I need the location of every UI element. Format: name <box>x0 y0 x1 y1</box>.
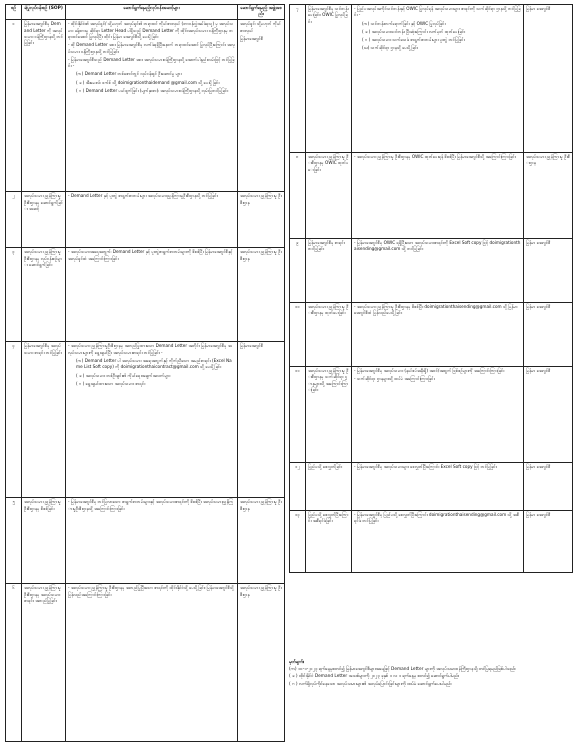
row-number: ၁၃ <box>290 511 306 573</box>
action-item: - အလုပ်သမား ညွှန်ကြားမှုဦးစီးဌာနမှ အတည်ပြုထားသော Demand Letter အတိုင်း မြန်မာအေဂျင်စီမှ အလုပ်သမားများကို ရွေးချယ်ပြီး အလုပ်သမားစာရင်း တင်ပြခြင်း - <box>68 343 232 355</box>
notes-label: မှတ်ချက်။ <box>289 660 305 665</box>
table-row <box>290 153 573 239</box>
row-number: ၅ <box>6 498 22 584</box>
table-row <box>6 584 285 742</box>
responsible-item: အလုပ်သမား ညွှန်ကြားမှု ဦးစီးဌာန <box>240 585 282 597</box>
right-column <box>289 4 572 573</box>
table-row <box>290 463 573 511</box>
note-item: ( ဂ ) လက်ရှိလုပ်ကိုင်နေသော အလုပ်သမားများ၏ အလုပ်ပြောင်းခြင်းများကို ထပ်မံ ဆောင်ရွက်ပေးပါမည်။ <box>289 681 452 687</box>
row-sop: အလုပ်သမား ညွှန်ကြားမှု ဦးစီးဌာနမှ OWIC ထုတ်ပေးခြင်း <box>306 153 352 239</box>
row-responsible <box>238 192 285 248</box>
table-row <box>6 498 285 584</box>
row-actions <box>352 153 524 239</box>
row-number: ၄ <box>6 342 22 498</box>
header-sop: ခံပြုလုပ်ငန်းစဉ် (SOP) <box>22 5 66 20</box>
row-sop: ပြည်ပသို့ စေလွှတ်ခြင်း <box>306 463 352 511</box>
row-actions <box>352 239 524 303</box>
row-sop: အလုပ်သမား ညွှန်ကြားမှု ဦးစီးဌာနမှ ထုတ်ပေးခြင်း <box>306 303 352 367</box>
action-item: - ထို Demand Letter အား မြန်မာအေဂျင်စီမှ လက်ခံရရှိပြီးနောက် တရားဝင်အောင် ပြုလုပ်ပြီးကြောင်း အလုပ်သမား ဝန်ကြီးဌာနသို့ တင်ပြခြင်း <box>68 42 235 54</box>
row-actions <box>66 192 238 248</box>
row-sop: အလုပ်သမား ညွှန်ကြားမှု ဦးစီးဌာနမှ စိစစ်ခြင်း <box>22 498 66 584</box>
row-number: ၁ <box>6 20 22 192</box>
row-responsible <box>524 463 573 511</box>
sop-table-right <box>289 4 573 573</box>
action-item: - အလုပ်သမားအရေအတွက်၊ Demand Letter နှင့် ပူးတွဲစာရွက်စာတမ်းများကို စိစစ်ပြီး မြန်မာအေဂျင်စီနှင့် အလုပ်ရှင်ထံ အကြောင်းကြားခြင်း <box>68 249 233 261</box>
note-item: ( ခ ) ထိုင်းနိုင်ငံ Demand Letter အသစ်များကို ၂၀၂၃ ခုနှစ် ၁ လ ၁ ရက်နေ့မှ စတင်၍ ဆောင်ရွက်ပါမည်။ <box>289 674 460 680</box>
action-item: ( ခ ) အလုပ်သမား တစ်ဦးချင်း၏ ကိုယ်ရေးအချက်အလက်များ <box>76 372 171 378</box>
row-responsible <box>524 303 573 367</box>
action-item: - ထိုင်းနိုင်ငံ၏ အလုပ်ရှင်/ သို့မဟုတ် အလုပ်ရှင်၏ တရားဝင် ကိုယ်စားလှယ် (တာဝန်လွှဲအပ်ခံရသူ) မှ အလုပ်သမား ခန့်ထားမှု ဆိုင်ရာ Letter Head ပါရှိသည့် Demand Letter ကို ထိုင်းအလုပ်သမား ဝန်ကြီးဌာနမှ တရားဝင်အောင် ပြုလုပ်ပြီး ထိုင်း မြန်မာ အေဂျင်စီသို့ ပေးပို့ခြင်း <box>68 21 234 39</box>
responsible-item: အလုပ်ရှင်၊ သို့မဟုတ် ကိုယ်စားလှယ် <box>240 21 281 33</box>
action-item: - အလုပ်သမား ညွှန်ကြားမှု ဦးစီးဌာနမှ စိစစ်ပြီး doimigrationthaisending@gmail.com သို့ မြန်မာအေဂျင်စီထံ ပြန်လည်ပေးပို့ခြင်း <box>354 304 518 316</box>
row-responsible <box>524 239 573 303</box>
row-number: ၂ <box>6 192 22 248</box>
note-item: (က) ၁၀-၁-၂၀၂၃ ရက်နေ့မှစတင်၍ မြန်မာအေဂျင်စီများအနေဖြင့် Demand Letter များကို အလုပ်သမားဝန်ကြီးဌာနသို့ တင်ပြရမည်ဖြစ်ပါသည်။ <box>289 666 516 672</box>
table-row <box>290 239 573 303</box>
table-row <box>290 367 573 463</box>
row-number: ၁၀ <box>290 303 306 367</box>
row-sop: မြန်မာအေဂျင်စီမှ စာရင်း တင်ပြခြင်း <box>306 239 352 303</box>
table-row <box>6 248 285 342</box>
action-item: - မြန်မာအေဂျင်စီမှ အလုပ်သမားများ စေလွှတ်ပြီးကြောင်း Excel Soft copy ဖြင့် တင်ပြခြင်း <box>354 464 497 469</box>
action-item: ( ဂ ) အလုပ်သမား သက်သေခံ စာရွက်စာတမ်းများ ပူးတွဲ တင်ပြခြင်း <box>362 37 465 43</box>
action-item: (ဃ) သက်ဆိုင်ရာ ဌာနသို့ ပေးပို့ခြင်း <box>362 45 418 51</box>
table-row <box>6 192 285 248</box>
row-responsible <box>238 498 285 584</box>
row-responsible <box>524 511 573 573</box>
row-sop: မြန်မာအေဂျင်စီမှ သင်တန်းပေးခြင်း၊ OWIC ပြုလုပ်ခြင်း <box>306 5 352 153</box>
responsible-item: မြန်မာအေဂျင်စီ <box>240 343 264 349</box>
row-number: ၆ <box>6 584 22 742</box>
responsible-item: မြန်မာ အေဂျင်စီ <box>526 304 551 309</box>
notes-section <box>289 660 572 689</box>
header-action: ဆောင်ရွက်ရမည့်လုပ်ငန်းအဆင့်များ <box>66 5 238 20</box>
responsible-item: မြန်မာ အေဂျင်စီ <box>526 512 551 517</box>
row-sop: ပြည်ပသို့ စေလွှတ်ပြီးကြောင်း အစီရင်ခံခြင်း <box>306 511 352 573</box>
table-row <box>6 342 285 498</box>
notes-list <box>289 667 572 689</box>
row-responsible <box>238 584 285 742</box>
action-item: - မြန်မာအေဂျင်စီမှ တင်ပြလာသော စာရွက်စာတမ်းများနှင့် အလုပ်သမားစာရင်းကို စိစစ်ပြီး အလုပ်သမားညွှန်ကြားမှုဦးစီးဌာနသို့ အကြောင်းကြားခြင်း <box>68 499 234 511</box>
responsible-item: မြန်မာ အေဂျင်စီ <box>526 368 551 373</box>
row-responsible <box>524 5 573 153</box>
action-item: - မြန်မာအေဂျင်စီမှ OWIC ရရှိပြီးသော အလုပ်သမားစာရင်းကို Excel Soft copy ဖြင့် doimigrationthaisending@gmail.com သို့ တင်ပြခြင်း <box>354 240 521 252</box>
responsible-item: မြန်မာအေဂျင်စီ <box>240 36 264 41</box>
responsible-item: အလုပ်သမား ညွှန်ကြားမှု ဦးစီးဌာန <box>240 249 282 261</box>
row-actions <box>66 584 238 742</box>
row-sop: မြန်မာအေဂျင်စီမှ Demand Letter ကို အလုပ်သမား ဝန်ကြီးဌာနသို့ တင်ပြခြင်း <box>22 20 66 192</box>
row-actions <box>66 342 238 498</box>
row-sop: အလုပ်သမား ညွှန်ကြားမှု ဦးစီးဌာနမှ အလုပ်သမား စာရင်း အတည်ပြုခြင်း <box>22 584 66 742</box>
responsible-item: မြန်မာ အေဂျင်စီ <box>526 240 551 245</box>
table-row <box>6 20 285 192</box>
action-item: - မြန်မာအေဂျင်စီသည် Demand Letter အား အလုပ်သမားဝန်ကြီးဌာနသို့ အောက်ပါနည်းလမ်းဖြင့် တင်ပြခြင်း - <box>68 56 235 69</box>
action-item: ( ခ ) အလုပ်သမားသင်တန်း ပြီးဆုံးကြောင်း လက်မှတ် ထုတ်ပေးခြင်း <box>362 28 465 34</box>
responsible-item: မြန်မာ အေဂျင်စီ <box>526 464 551 469</box>
action-item: - အလုပ်သမား ညွှန်ကြားမှု ဦးစီးဌာနမှ အတည်ပြုပြီးသော စာရင်းကို ထိုင်းနိုင်ငံသို့ ပေးပို့ခြင်း၊ မြန်မာအေဂျင်စီသို့ ပြန်လည်အကြောင်းကြားခြင်း <box>68 585 234 597</box>
row-actions <box>66 498 238 584</box>
responsible-item: အလုပ်သမား ညွှန်ကြားမှု ဦးစီးဌာန <box>240 499 282 511</box>
row-sop: မြန်မာအေဂျင်စီမှ အလုပ်သမား စာရင်း တင်ပြခြင်း <box>22 342 66 498</box>
header-no: စဉ် <box>6 5 22 20</box>
row-responsible <box>524 367 573 463</box>
row-actions <box>66 20 238 192</box>
responsible-item: အလုပ်သမား ညွှန်ကြားမှု ဦးစီးဌာန <box>526 154 570 166</box>
table-header-row <box>6 5 285 20</box>
row-sop: အလုပ်သမား ညွှန်ကြားမှု ဦးစီးဌာနမှ လုပ်ငန်းစဉ်များ ဆောင်ရွက်ခြင်း <box>22 248 66 342</box>
row-actions <box>352 5 524 153</box>
row-actions <box>66 248 238 342</box>
action-item: (က) Demand Letter ပါ အလုပ်သမား အရေအတွက်နှင့် ကိုက်ညီသော အမည်စာရင်း (Excel Name List Soft copy) ကို doimigrationthaicontract@gmail.com သို့ ပေးပို့ခြင်း <box>76 358 232 370</box>
row-sop: အလုပ်သမား ညွှန်ကြားမှု ဦးစီးဌာနမှ ဆောင်ရွက်ခြင်း အဆင့် <box>22 192 66 248</box>
action-item: (က) သင်တန်းတက်ရောက်ခြင်း နှင့် OWIC ပြုလုပ်ခြင်း <box>362 20 446 26</box>
action-item: ( ခ ) အီးမေးလ်၊ ဖက်စ် သို့ doimigrationthaidemand @gmail.com သို့ ပေးပို့ခြင်း <box>76 79 220 85</box>
row-actions <box>352 511 524 573</box>
action-item: ( ဂ ) ရွေးချယ်ထားသော အလုပ်သမား စာရင်း <box>76 380 146 386</box>
left-column <box>5 4 284 742</box>
table-row <box>290 5 573 153</box>
row-number: ၇ <box>290 5 306 153</box>
table-row <box>290 303 573 367</box>
action-item: - Demand Letter နှင့် ပူးတွဲ စာရွက်စာတမ်းများ အလုပ်သမားညွှန်ကြားမှုဦးစီးဌာနသို့ တင်ပြခြင်း <box>68 193 218 199</box>
row-number: ၈ <box>290 153 306 239</box>
row-actions <box>352 303 524 367</box>
row-responsible <box>238 248 285 342</box>
action-item: (က) Demand Letter တစ်စောင်တွင် လုပ်ငန်းရှင် ဦးဆောင်မှု များ <box>76 71 182 77</box>
row-responsible <box>238 342 285 498</box>
header-responsible: ဆောင်ရွက်ရမည့် အဖွဲ့အစည်း <box>238 5 285 20</box>
action-item: ( ဂ ) Demand Letter ပယ်ဖျက်ခြင်း (မျက်နှာစာ)၊ အလုပ်သမားဝန်ကြီးဌာနသို့ လှမ်းပြတင်ပြခြင်း <box>76 88 229 94</box>
responsible-item: အလုပ်သမား ညွှန်ကြားမှု ဦးစီးဌာန <box>240 193 282 205</box>
action-item: - မြန်မာအေဂျင်စီမှ ပြည်ပသို့ စေလွှတ်ပြီးကြောင်း doimigrationthaisending@gmail.com သို့ အစီရင်ခံ တင်ပြခြင်း <box>354 512 520 524</box>
row-responsible <box>238 20 285 192</box>
action-item: - မြန်မာအေဂျင်စီမှ အလုပ်သမား (နယ်စပ်အနီးရှိ) အဝင်/အထွက် ဖြစ်စဉ်များကို အကြောင်းကြားခြင်း <box>354 368 505 373</box>
action-item: - ပြည်ပအလုပ်အကိုင်သင်တန်းနှင့် OWIC ပြုလုပ်ရန် အလုပ်သမားများ စာရင်းကို သက်ဆိုင်ရာ ဌာနသို့ တင်ပြခြင်း - <box>354 6 521 18</box>
row-number: ၉ <box>290 239 306 303</box>
row-number: ၃ <box>6 248 22 342</box>
responsible-item: မြန်မာ အေဂျင်စီ <box>526 6 551 11</box>
row-actions <box>352 463 524 511</box>
row-number: ၁၂ <box>290 463 306 511</box>
action-item: - သက်ဆိုင်ရာ ဌာနများသို့ ထပ်မံ အကြောင်းကြားခြင်း <box>354 376 435 382</box>
row-sop: အလုပ်သမား ညွှန်ကြားမှု ဦးစီးဌာနမှ သက်ဆိုင်ရာ ဌာနများသို့ အကြောင်းကြားခြင်း <box>306 367 352 463</box>
row-responsible <box>524 153 573 239</box>
table-row <box>290 511 573 573</box>
row-actions <box>352 367 524 463</box>
row-number: ၁၁ <box>290 367 306 463</box>
action-item: - အလုပ်သမား ညွှန်ကြားမှု ဦးစီးဌာနမှ OWIC ထုတ်ပေးရန် စိစစ်ပြီး မြန်မာအေဂျင်စီသို့ အကြောင်းကြားခြင်း <box>354 154 516 159</box>
sop-table-left <box>5 4 285 742</box>
